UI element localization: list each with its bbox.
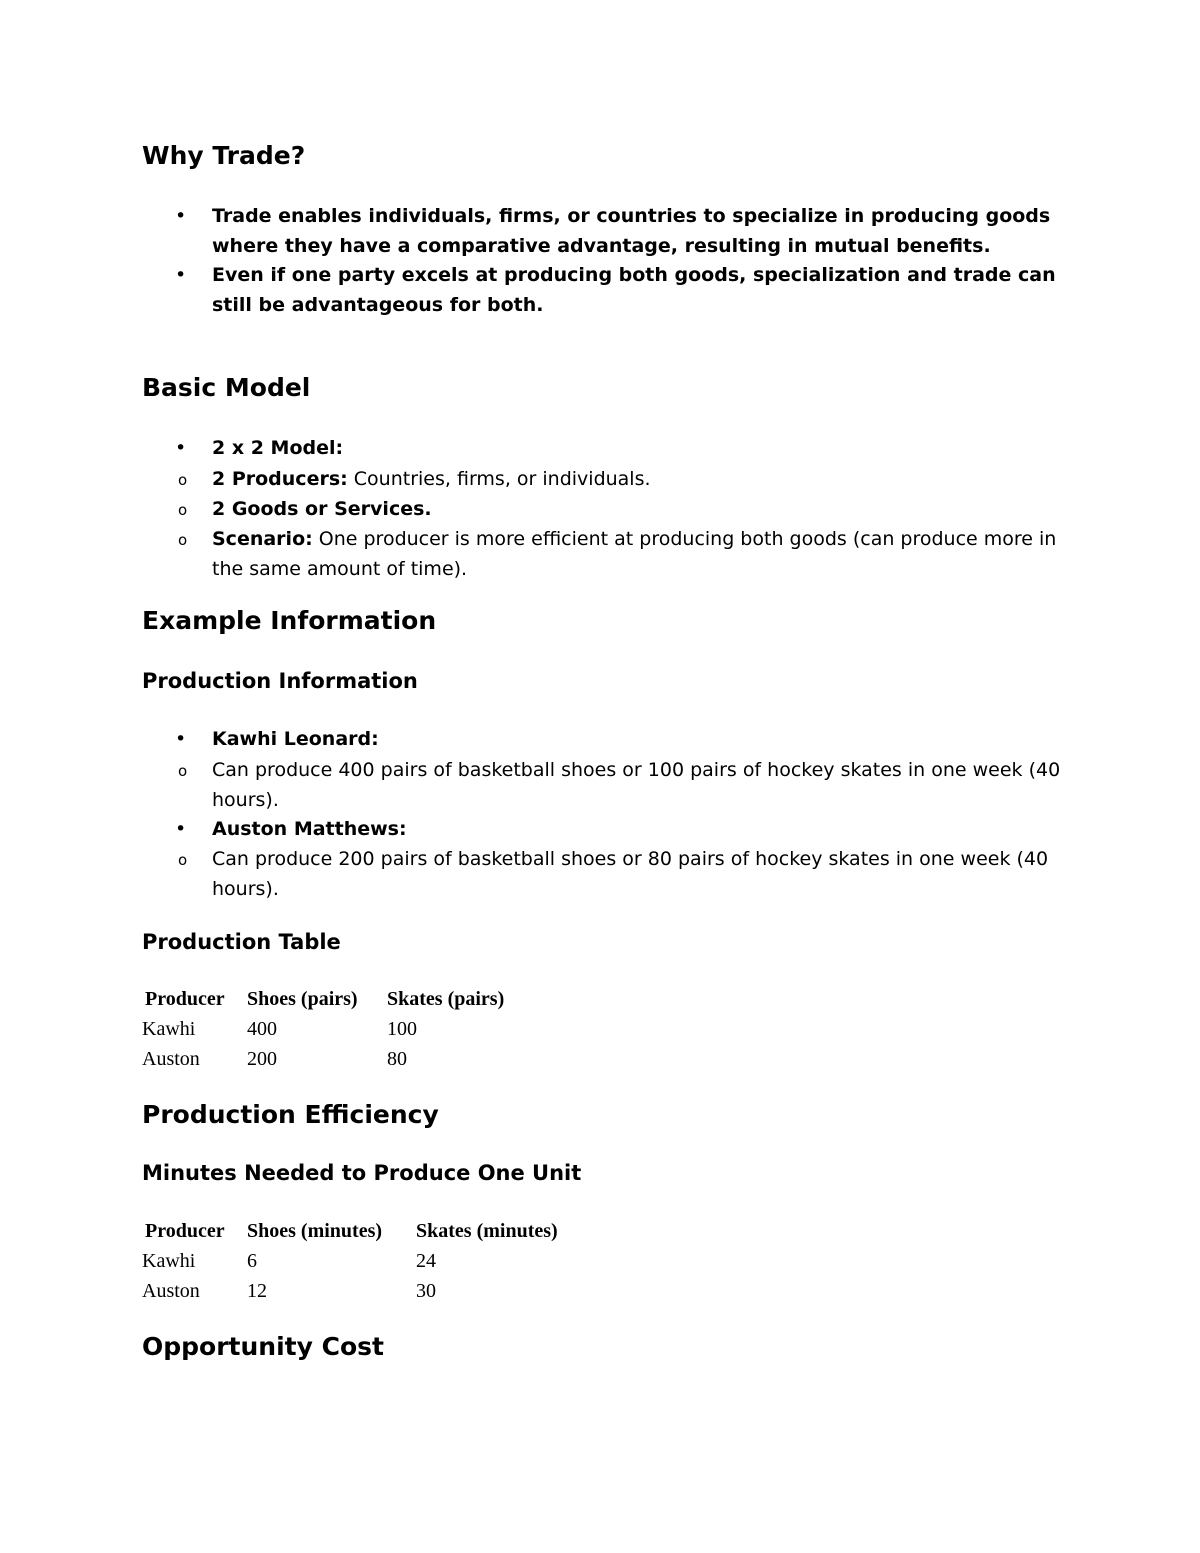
heading-basic-model: Basic Model <box>142 373 311 402</box>
column-header: Skates (pairs) <box>387 988 505 1010</box>
column-header: Producer <box>145 1220 225 1242</box>
table-row <box>142 1014 508 1044</box>
table-header-row <box>142 984 508 1014</box>
list-item <box>142 815 1072 905</box>
list-item <box>142 202 1072 261</box>
bullet-icon: • <box>175 205 187 227</box>
sub-list-item <box>142 494 1072 524</box>
sub-item-text: Can produce 200 pairs of basketball shoes or 80 pairs of hockey skates in one week (40 hours). <box>212 848 1049 900</box>
basic-model-sub-list <box>142 464 1072 584</box>
table-header-row <box>142 1216 562 1246</box>
sub-item-label: 2 Goods or Services. <box>212 497 432 520</box>
sub-item-text: Countries, firms, or individuals. <box>347 467 651 490</box>
bullet-icon: • <box>175 817 187 840</box>
sub-bullet-icon: o <box>178 530 188 549</box>
bullet-icon: • <box>175 264 187 286</box>
table-cell: 6 <box>247 1250 257 1272</box>
table-cell: Auston <box>142 1280 200 1302</box>
producer-detail-list <box>142 844 1072 904</box>
sub-bullet-icon: o <box>178 761 188 780</box>
heading-minutes-needed: Minutes Needed to Produce One Unit <box>142 1161 582 1185</box>
heading-example-information: Example Information <box>142 606 437 635</box>
sub-list-item <box>142 844 1072 904</box>
why-trade-list <box>142 202 1072 320</box>
bullet-text: Trade enables individuals, firms, or countries to specialize in producing goods where they have a comparative advantage, resulting in mutual benefits. <box>212 205 1051 257</box>
table-cell: 100 <box>387 1018 417 1040</box>
table-row <box>142 1276 562 1306</box>
sub-item-text: Can produce 400 pairs of basketball shoes or 100 pairs of hockey skates in one week (40 hours). <box>212 758 1061 811</box>
table-cell: Auston <box>142 1048 200 1070</box>
efficiency-table <box>142 1216 562 1306</box>
producer-detail-list <box>142 755 1072 815</box>
heading-production-information: Production Information <box>142 669 418 693</box>
bullet-text: 2 x 2 Model: <box>212 437 344 459</box>
bullet-text: Kawhi Leonard: <box>212 728 379 750</box>
table-cell: 24 <box>416 1250 436 1272</box>
sub-item-label: 2 Producers: <box>212 467 348 490</box>
sub-list-item <box>142 464 1072 494</box>
list-item <box>142 434 1072 584</box>
basic-model-list <box>142 434 1072 584</box>
list-item <box>142 261 1072 320</box>
column-header: Shoes (pairs) <box>247 988 358 1010</box>
bullet-icon: • <box>175 437 187 459</box>
sub-bullet-icon: o <box>178 851 188 869</box>
sub-list-item <box>142 524 1072 584</box>
heading-production-efficiency: Production Efficiency <box>142 1100 439 1129</box>
sub-bullet-icon: o <box>178 470 188 489</box>
heading-production-table: Production Table <box>142 930 341 954</box>
production-table <box>142 984 508 1074</box>
bullet-icon: • <box>175 728 187 750</box>
table-cell: 200 <box>247 1048 277 1070</box>
bullet-text: Even if one party excels at producing both goods, specialization and trade can still be advantageous for both. <box>212 264 1056 316</box>
heading-opportunity-cost: Opportunity Cost <box>142 1332 384 1361</box>
column-header: Producer <box>145 988 225 1010</box>
table-cell: 30 <box>416 1280 436 1302</box>
bullet-text: Auston Matthews: <box>212 817 407 840</box>
table-cell: 80 <box>387 1048 407 1070</box>
production-info-list <box>142 725 1072 904</box>
list-item <box>142 725 1072 815</box>
sub-item-text: One producer is more efficient at producing both goods (can produce more in the same amount of time). <box>212 527 1057 580</box>
column-header: Skates (minutes) <box>416 1220 558 1242</box>
sub-list-item <box>142 755 1072 815</box>
table-cell: Kawhi <box>142 1018 196 1040</box>
heading-why-trade: Why Trade? <box>142 141 306 170</box>
table-cell: 400 <box>247 1018 277 1040</box>
sub-bullet-icon: o <box>178 500 188 519</box>
table-cell: Kawhi <box>142 1250 196 1272</box>
table-row <box>142 1044 508 1074</box>
table-cell: 12 <box>247 1280 267 1302</box>
sub-item-label: Scenario: <box>212 527 313 550</box>
table-row <box>142 1246 562 1276</box>
column-header: Shoes (minutes) <box>247 1220 383 1242</box>
